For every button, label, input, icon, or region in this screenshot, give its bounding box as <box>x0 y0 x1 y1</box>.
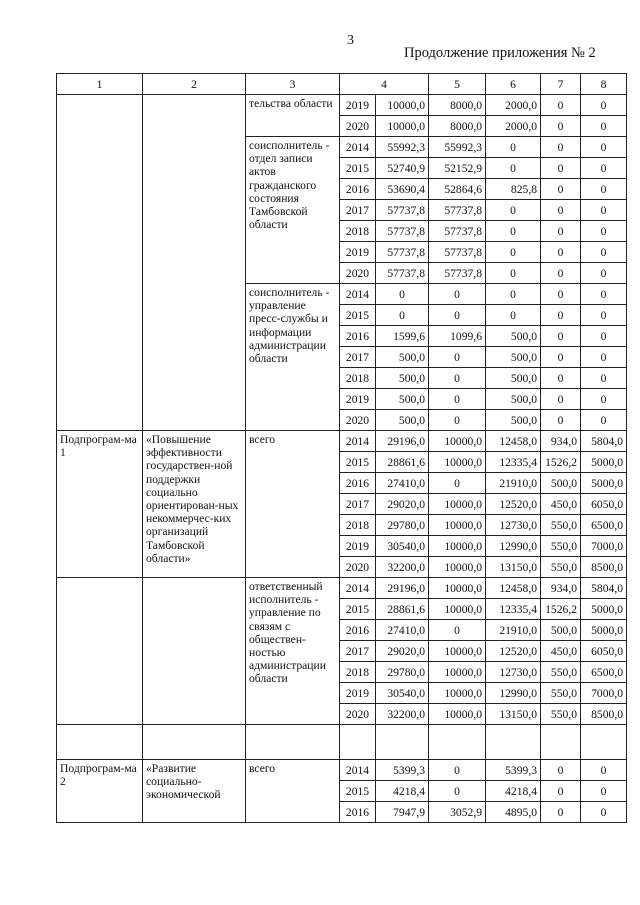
year-cell: 2014 <box>340 578 376 599</box>
program-name-cell: «Развитие социально-экономической <box>143 760 246 823</box>
value-cell: 57737,8 <box>376 263 429 284</box>
value-cell: 32200,0 <box>376 704 429 725</box>
year-cell: 2020 <box>340 263 376 284</box>
value-cell: 0 <box>429 305 486 326</box>
value-cell: 450,0 <box>541 641 581 662</box>
value-cell: 4218,4 <box>486 781 541 802</box>
column-header-2: 2 <box>143 74 246 95</box>
value-cell: 55992,3 <box>429 137 486 158</box>
program-cell <box>57 578 143 725</box>
year-cell: 2015 <box>340 452 376 473</box>
value-cell: 7947,9 <box>376 802 429 823</box>
value-cell: 0 <box>429 760 486 781</box>
year-cell: 2019 <box>340 536 376 557</box>
spacer-cell <box>57 725 143 760</box>
value-cell: 52864,6 <box>429 179 486 200</box>
value-cell: 0 <box>581 137 627 158</box>
value-cell: 0 <box>486 242 541 263</box>
spacer-row <box>57 725 627 760</box>
value-cell: 5399,3 <box>376 760 429 781</box>
value-cell: 12520,0 <box>486 494 541 515</box>
year-cell: 2015 <box>340 781 376 802</box>
table-row <box>57 95 627 116</box>
value-cell: 0 <box>581 179 627 200</box>
value-cell: 5399,3 <box>486 760 541 781</box>
value-cell: 500,0 <box>541 620 581 641</box>
value-cell: 550,0 <box>541 557 581 578</box>
year-cell: 2015 <box>340 599 376 620</box>
value-cell: 6500,0 <box>581 662 627 683</box>
value-cell: 10000,0 <box>429 578 486 599</box>
year-cell: 2019 <box>340 242 376 263</box>
year-cell: 2020 <box>340 410 376 431</box>
year-cell: 2019 <box>340 683 376 704</box>
year-cell: 2018 <box>340 221 376 242</box>
value-cell: 0 <box>541 410 581 431</box>
value-cell: 30540,0 <box>376 536 429 557</box>
value-cell: 52740,9 <box>376 158 429 179</box>
value-cell: 57737,8 <box>376 242 429 263</box>
value-cell: 500,0 <box>486 410 541 431</box>
column-header-5: 5 <box>429 74 486 95</box>
value-cell: 550,0 <box>541 536 581 557</box>
value-cell: 5000,0 <box>581 473 627 494</box>
year-cell: 2017 <box>340 200 376 221</box>
table-row <box>57 578 627 599</box>
year-cell: 2015 <box>340 305 376 326</box>
value-cell: 28861,6 <box>376 452 429 473</box>
value-cell: 0 <box>581 781 627 802</box>
spacer-cell <box>581 725 627 760</box>
value-cell: 0 <box>541 116 581 137</box>
value-cell: 0 <box>581 347 627 368</box>
value-cell: 0 <box>486 158 541 179</box>
value-cell: 0 <box>541 326 581 347</box>
value-cell: 8500,0 <box>581 704 627 725</box>
value-cell: 500,0 <box>486 326 541 347</box>
budget-table <box>56 73 627 823</box>
value-cell: 21910,0 <box>486 620 541 641</box>
value-cell: 0 <box>581 368 627 389</box>
executor-cell: всего <box>246 431 340 578</box>
value-cell: 450,0 <box>541 494 581 515</box>
value-cell: 0 <box>541 200 581 221</box>
value-cell: 0 <box>581 158 627 179</box>
value-cell: 0 <box>581 116 627 137</box>
value-cell: 5000,0 <box>581 620 627 641</box>
spacer-cell <box>541 725 581 760</box>
value-cell: 0 <box>541 368 581 389</box>
value-cell: 0 <box>429 389 486 410</box>
executor-cell: тельства области <box>246 95 340 137</box>
value-cell: 8000,0 <box>429 95 486 116</box>
value-cell: 27410,0 <box>376 473 429 494</box>
program-name-cell: «Повышение эффективности государствен-ной поддержки социально ориентирован-ных некоммерчес-ких организаций Тамбовской области» <box>143 431 246 578</box>
value-cell: 0 <box>486 200 541 221</box>
table-body <box>57 95 627 823</box>
value-cell: 12458,0 <box>486 578 541 599</box>
value-cell: 0 <box>376 284 429 305</box>
column-header-3: 3 <box>246 74 340 95</box>
column-header-4: 4 <box>340 74 429 95</box>
value-cell: 0 <box>541 781 581 802</box>
value-cell: 32200,0 <box>376 557 429 578</box>
year-cell: 2020 <box>340 557 376 578</box>
value-cell: 6050,0 <box>581 641 627 662</box>
value-cell: 0 <box>581 284 627 305</box>
value-cell: 6500,0 <box>581 515 627 536</box>
value-cell: 0 <box>376 305 429 326</box>
value-cell: 3052,9 <box>429 802 486 823</box>
value-cell: 500,0 <box>376 410 429 431</box>
value-cell: 500,0 <box>486 368 541 389</box>
value-cell: 29780,0 <box>376 515 429 536</box>
spacer-cell <box>340 725 376 760</box>
program-cell <box>57 95 143 431</box>
value-cell: 12335,4 <box>486 452 541 473</box>
value-cell: 0 <box>429 781 486 802</box>
value-cell: 10000,0 <box>429 494 486 515</box>
appendix-heading: Продолжение приложения № 2 <box>404 45 596 61</box>
value-cell: 0 <box>486 221 541 242</box>
value-cell: 55992,3 <box>376 137 429 158</box>
value-cell: 10000,0 <box>429 662 486 683</box>
value-cell: 825,8 <box>486 179 541 200</box>
spacer-cell <box>143 725 246 760</box>
value-cell: 0 <box>581 95 627 116</box>
value-cell: 0 <box>581 305 627 326</box>
value-cell: 0 <box>581 389 627 410</box>
year-cell: 2018 <box>340 515 376 536</box>
value-cell: 13150,0 <box>486 704 541 725</box>
value-cell: 57737,8 <box>429 263 486 284</box>
year-cell: 2018 <box>340 662 376 683</box>
program-cell: Подпрограм-ма 2 <box>57 760 143 823</box>
value-cell: 500,0 <box>376 389 429 410</box>
value-cell: 0 <box>581 760 627 781</box>
year-cell: 2018 <box>340 368 376 389</box>
year-cell: 2014 <box>340 284 376 305</box>
spacer-cell <box>376 725 429 760</box>
spacer-cell <box>246 725 340 760</box>
year-cell: 2014 <box>340 760 376 781</box>
value-cell: 4218,4 <box>376 781 429 802</box>
year-cell: 2019 <box>340 95 376 116</box>
value-cell: 1099,6 <box>429 326 486 347</box>
value-cell: 12730,0 <box>486 515 541 536</box>
value-cell: 12990,0 <box>486 536 541 557</box>
value-cell: 934,0 <box>541 431 581 452</box>
value-cell: 0 <box>486 263 541 284</box>
value-cell: 53690,4 <box>376 179 429 200</box>
value-cell: 10000,0 <box>429 536 486 557</box>
value-cell: 10000,0 <box>429 515 486 536</box>
year-cell: 2016 <box>340 179 376 200</box>
value-cell: 10000,0 <box>429 683 486 704</box>
table-row <box>57 431 627 452</box>
value-cell: 57737,8 <box>429 200 486 221</box>
year-cell: 2014 <box>340 137 376 158</box>
value-cell: 7000,0 <box>581 536 627 557</box>
program-name-cell <box>143 95 246 431</box>
year-cell: 2017 <box>340 641 376 662</box>
year-cell: 2016 <box>340 802 376 823</box>
value-cell: 29196,0 <box>376 578 429 599</box>
value-cell: 5804,0 <box>581 431 627 452</box>
value-cell: 0 <box>541 158 581 179</box>
value-cell: 0 <box>486 305 541 326</box>
value-cell: 0 <box>429 410 486 431</box>
value-cell: 28861,6 <box>376 599 429 620</box>
column-header-6: 6 <box>486 74 541 95</box>
value-cell: 1599,6 <box>376 326 429 347</box>
value-cell: 500,0 <box>541 473 581 494</box>
year-cell: 2017 <box>340 494 376 515</box>
value-cell: 0 <box>486 137 541 158</box>
value-cell: 10000,0 <box>376 116 429 137</box>
executor-cell: ответственный исполнитель - управление по связям с обществен-ностью администрации области <box>246 578 340 725</box>
value-cell: 10000,0 <box>429 557 486 578</box>
value-cell: 0 <box>581 326 627 347</box>
value-cell: 0 <box>581 242 627 263</box>
executor-cell: всего <box>246 760 340 823</box>
value-cell: 0 <box>541 221 581 242</box>
table-row <box>57 760 627 781</box>
value-cell: 6050,0 <box>581 494 627 515</box>
column-header-7: 7 <box>541 74 581 95</box>
year-cell: 2016 <box>340 326 376 347</box>
value-cell: 0 <box>541 137 581 158</box>
value-cell: 0 <box>429 473 486 494</box>
value-cell: 10000,0 <box>429 452 486 473</box>
value-cell: 550,0 <box>541 683 581 704</box>
value-cell: 500,0 <box>486 389 541 410</box>
table-header <box>57 74 627 95</box>
executor-cell: соисполнитель - управление пресс-службы и информации администрации области <box>246 284 340 431</box>
column-header-8: 8 <box>581 74 627 95</box>
value-cell: 0 <box>541 242 581 263</box>
value-cell: 500,0 <box>486 347 541 368</box>
value-cell: 550,0 <box>541 704 581 725</box>
value-cell: 8500,0 <box>581 557 627 578</box>
program-name-cell <box>143 578 246 725</box>
value-cell: 27410,0 <box>376 620 429 641</box>
value-cell: 0 <box>541 389 581 410</box>
value-cell: 2000,0 <box>486 116 541 137</box>
value-cell: 500,0 <box>376 347 429 368</box>
value-cell: 30540,0 <box>376 683 429 704</box>
value-cell: 57737,8 <box>429 242 486 263</box>
value-cell: 2000,0 <box>486 95 541 116</box>
value-cell: 21910,0 <box>486 473 541 494</box>
value-cell: 12458,0 <box>486 431 541 452</box>
value-cell: 500,0 <box>376 368 429 389</box>
value-cell: 0 <box>541 305 581 326</box>
value-cell: 12990,0 <box>486 683 541 704</box>
value-cell: 550,0 <box>541 662 581 683</box>
year-cell: 2019 <box>340 389 376 410</box>
value-cell: 57737,8 <box>376 200 429 221</box>
value-cell: 0 <box>541 284 581 305</box>
year-cell: 2016 <box>340 473 376 494</box>
value-cell: 5804,0 <box>581 578 627 599</box>
executor-cell: соисполнитель - отдел записи актов гражданского состояния Тамбовской области <box>246 137 340 284</box>
year-cell: 2016 <box>340 620 376 641</box>
value-cell: 1526,2 <box>541 452 581 473</box>
value-cell: 0 <box>581 200 627 221</box>
value-cell: 10000,0 <box>429 599 486 620</box>
year-cell: 2020 <box>340 116 376 137</box>
value-cell: 0 <box>541 95 581 116</box>
value-cell: 0 <box>541 802 581 823</box>
spacer-cell <box>429 725 486 760</box>
value-cell: 57737,8 <box>429 221 486 242</box>
value-cell: 0 <box>541 179 581 200</box>
value-cell: 12335,4 <box>486 599 541 620</box>
value-cell: 10000,0 <box>429 431 486 452</box>
value-cell: 10000,0 <box>376 95 429 116</box>
year-cell: 2020 <box>340 704 376 725</box>
value-cell: 5000,0 <box>581 599 627 620</box>
spacer-cell <box>486 725 541 760</box>
value-cell: 12730,0 <box>486 662 541 683</box>
value-cell: 13150,0 <box>486 557 541 578</box>
year-cell: 2015 <box>340 158 376 179</box>
value-cell: 52152,9 <box>429 158 486 179</box>
value-cell: 0 <box>429 347 486 368</box>
value-cell: 0 <box>429 368 486 389</box>
program-cell: Подпрограм-ма 1 <box>57 431 143 578</box>
value-cell: 0 <box>581 410 627 431</box>
value-cell: 0 <box>429 284 486 305</box>
value-cell: 29020,0 <box>376 641 429 662</box>
year-cell: 2014 <box>340 431 376 452</box>
value-cell: 0 <box>541 347 581 368</box>
value-cell: 1526,2 <box>541 599 581 620</box>
value-cell: 0 <box>541 760 581 781</box>
value-cell: 550,0 <box>541 515 581 536</box>
value-cell: 12520,0 <box>486 641 541 662</box>
value-cell: 0 <box>581 221 627 242</box>
value-cell: 0 <box>541 263 581 284</box>
year-cell: 2017 <box>340 347 376 368</box>
value-cell: 29020,0 <box>376 494 429 515</box>
value-cell: 8000,0 <box>429 116 486 137</box>
value-cell: 7000,0 <box>581 683 627 704</box>
value-cell: 10000,0 <box>429 704 486 725</box>
value-cell: 10000,0 <box>429 641 486 662</box>
value-cell: 57737,8 <box>376 221 429 242</box>
page-number: 3 <box>347 33 354 48</box>
value-cell: 4895,0 <box>486 802 541 823</box>
value-cell: 0 <box>581 263 627 284</box>
value-cell: 5000,0 <box>581 452 627 473</box>
column-header-1: 1 <box>57 74 143 95</box>
value-cell: 0 <box>486 284 541 305</box>
value-cell: 0 <box>429 620 486 641</box>
value-cell: 934,0 <box>541 578 581 599</box>
value-cell: 0 <box>581 802 627 823</box>
value-cell: 29196,0 <box>376 431 429 452</box>
value-cell: 29780,0 <box>376 662 429 683</box>
